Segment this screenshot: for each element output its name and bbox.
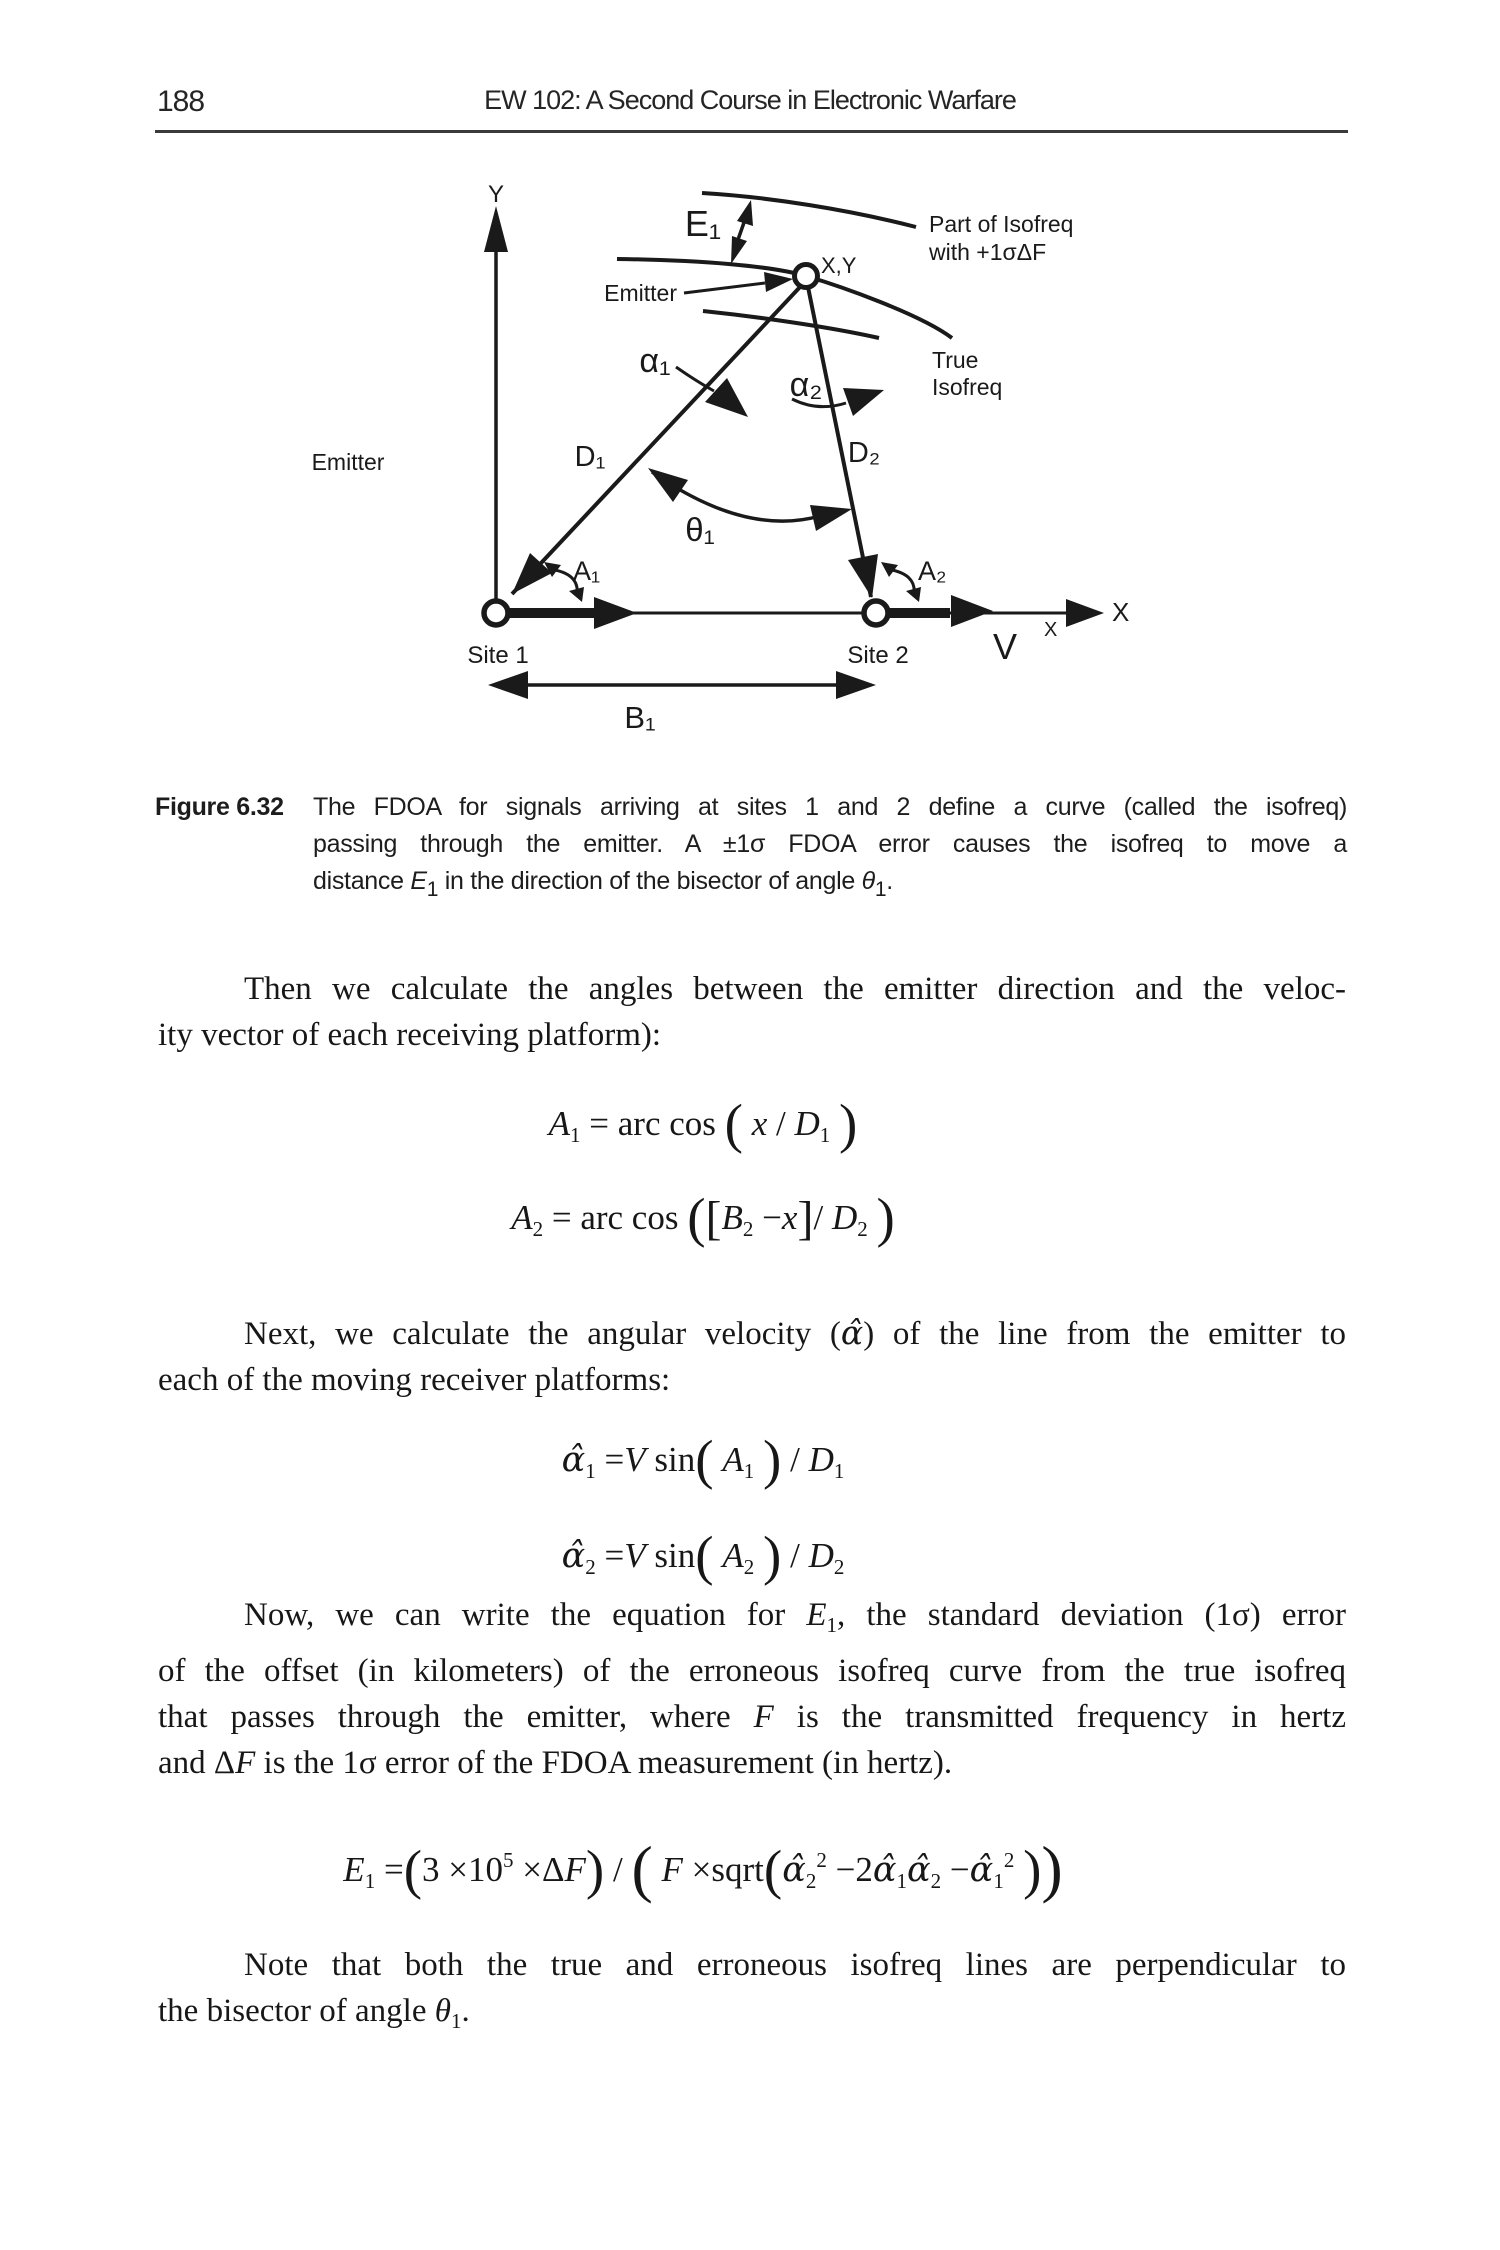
text-line: Now, we can write the equation for $E_1$, the standard deviation (1σ) error [244,1597,1346,1637]
equation-alpha1: $\alphâ_1 =V$ sin( $A_1$ ) / $D_1$ [561,1429,845,1490]
figure-caption-label: Figure 6.32 [155,793,284,821]
figure-caption-text [313,789,1347,908]
a2-label: A₂ [918,556,947,586]
text-line: the bisector of angle $\theta_1$. [158,1993,470,2033]
alpha1-arc [676,367,714,391]
text-line: each of the moving receiver platforms: [158,1362,671,1398]
page-number: 188 [157,85,205,118]
true-isofreq-label-line1: True [932,347,979,373]
caption-line: The FDOA for signals arriving at sites 1 and 2 define a curve (called the isofreq) [313,793,1347,821]
b1-arrowhead-right-icon [836,671,876,699]
site1-node [484,601,508,625]
emitter-leader-arrowhead-icon [764,272,793,292]
emitter-leader-line [684,283,765,293]
emitter-node [795,265,818,288]
x-axis-arrowhead-icon [1066,599,1104,627]
site2-label: Site 2 [847,642,909,669]
caption-line: passing through the emitter. A ±1σ FDOA error causes the isofreq to move a [313,830,1347,858]
d2-arrowhead-icon [848,554,878,598]
a2-arrowhead-bottom-icon [906,587,921,602]
e1-arrowhead-down-icon [731,236,747,264]
d2-label: D₂ [847,437,881,469]
emitter-pointer-label: Emitter [604,280,677,306]
emitter-coordinates-label: X,Y [821,253,857,278]
alpha2-label: α₂ [789,366,823,404]
emitter-left-label: Emitter [311,449,385,475]
site1-label: Site 1 [467,642,529,669]
b1-arrowhead-left-icon [488,671,528,699]
site2-velocity-arrowhead-icon [951,595,993,627]
d1-label: D₁ [574,441,606,473]
paragraph-4 [158,1942,1346,2044]
isofreq-plus-sigma-curve [702,193,916,227]
b1-label: B₁ [624,700,656,735]
true-isofreq-label-line2: Isofreq [932,374,1003,400]
text-line: ity vector of each receiving platform): [158,1017,662,1053]
text-line: Then we calculate the angles between the emitter direction and the veloc- [244,971,1346,1007]
text-line: Next, we calculate the angular velocity (α̂) of the line from the emitter to [244,1313,1346,1352]
e1-arrowhead-up-icon [737,200,753,226]
text-line: of the offset (in kilometers) of the erroneous isofreq curve from the true isofreq [158,1653,1346,1689]
text-line: Note that both the true and erroneous isofreq lines are perpendicular to [244,1947,1346,1983]
paragraph-2 [158,1310,1346,1403]
x-axis-label: X [1112,597,1130,627]
part-isofreq-label-line1: Part of Isofreq [929,211,1074,237]
running-head: EW 102: A Second Course in Electronic Warfare [484,85,1016,115]
a1-label: A₁ [573,556,601,586]
a1-arrowhead-bottom-icon [569,587,584,602]
theta1-arrowhead-right-icon [810,505,852,531]
y-axis-label: Y [487,181,505,208]
site2-node [864,601,888,625]
alpha1-label: α₁ [639,342,671,380]
theta1-label: θ₁ [685,511,715,548]
caption-line: distance $E_1$ in the direction of the bisector of angle $\theta_1$. [313,867,893,901]
figure-6-32-diagram [0,0,1500,780]
alpha2-arrowhead-icon [843,388,884,416]
paragraph-3 [158,1592,1346,1786]
theta1-arrowhead-left-icon [648,468,688,502]
figure-caption [155,789,1347,908]
equation-a2: $A_2$ = arc $\cos ([B_2 -x]/$ $D_2$ ) [511,1187,895,1248]
y-axis-arrowhead-icon [484,206,508,252]
isofreq-lower-segment [703,311,879,338]
equation-alpha2: $\alphâ_2 =V$ sin( $A_2$ ) / $D_2$ [561,1525,845,1586]
e1-label: E₁ [684,203,722,244]
equation-e1: $E_1 =(3 \times 10^5 \times\Delta F)$ / ( $F \times sqrt(\alphâ_2^2$ $-2\alphâ_1\alphâ_2$ $-\alphâ_1^2$ )) [343,1833,1063,1904]
paragraph-1 [158,966,1346,1058]
velocity-label: V [992,626,1018,667]
text-line: that passes through the emitter, where F is the transmitted frequency in hertz [158,1699,1346,1735]
d1-line [512,287,800,594]
part-isofreq-label-line2: with +1σΔF [929,239,1047,265]
text-line: and ΔF is the 1σ error of the FDOA measurement (in hertz). [158,1745,953,1781]
equation-a1: $A_1$ = arc cos ( x / $D_1$ ) [548,1093,858,1154]
x-distance-label: X [1044,619,1058,641]
site1-velocity-arrowhead-icon [594,597,637,629]
